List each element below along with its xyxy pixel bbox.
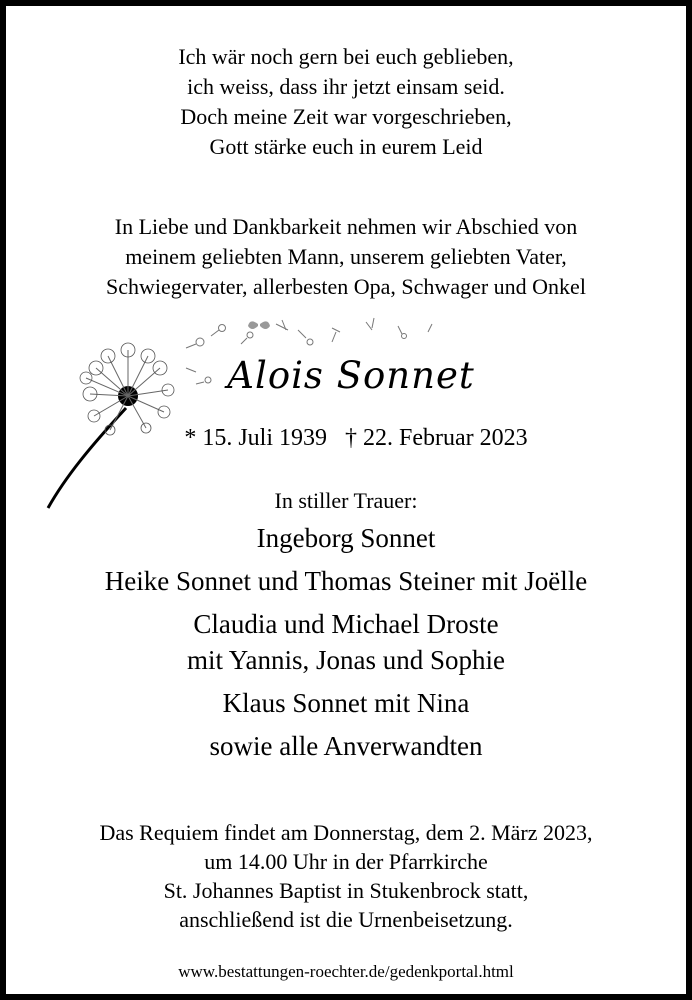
- service-info: [6, 818, 686, 934]
- poem-line: Doch meine Zeit war vorgeschrieben,: [180, 104, 512, 129]
- death-date: † 22. Februar 2023: [345, 425, 528, 451]
- farewell-text: [6, 212, 686, 302]
- mourning-label: In stiller Trauer:: [274, 488, 418, 513]
- poem-line: ich weiss, dass ihr jetzt einsam seid.: [187, 74, 505, 99]
- mourner-line: sowie alle Anverwandten: [209, 731, 483, 761]
- poem: [6, 42, 686, 162]
- mourner-line: Claudia und Michael Droste: [193, 609, 499, 639]
- birth-date: * 15. Juli 1939: [184, 425, 328, 451]
- poem-line: Ich wär noch gern bei euch geblieben,: [178, 44, 514, 69]
- service-line: um 14.00 Uhr in der Pfarrkirche: [204, 849, 488, 874]
- mourner-line: mit Yannis, Jonas und Sophie: [186, 645, 506, 675]
- service-line: Das Requiem findet am Donnerstag, dem 2. März 2023,: [99, 820, 593, 845]
- farewell-line: meinem geliebten Mann, unserem geliebten Vater,: [125, 244, 567, 269]
- memorial-website-link[interactable]: www.bestattungen-roechter.de/gedenkportal.html: [178, 962, 514, 981]
- deceased-name: Alois Sonnet: [227, 354, 475, 397]
- life-dates: [156, 423, 556, 453]
- mourner-line: Ingeborg Sonnet: [256, 523, 436, 553]
- mourner-line: Klaus Sonnet mit Nina: [222, 688, 470, 718]
- mourners-list: [6, 520, 686, 764]
- farewell-line: In Liebe und Dankbarkeit nehmen wir Abschied von: [114, 214, 578, 239]
- poem-line: Gott stärke euch in eurem Leid: [209, 134, 483, 159]
- mourner-line: Heike Sonnet und Thomas Steiner mit Joëlle: [104, 566, 588, 596]
- farewell-line: Schwiegervater, allerbesten Opa, Schwager und Onkel: [106, 274, 586, 299]
- service-line: St. Johannes Baptist in Stukenbrock statt,: [163, 878, 529, 903]
- service-line: anschließend ist die Urnenbeisetzung.: [179, 907, 513, 932]
